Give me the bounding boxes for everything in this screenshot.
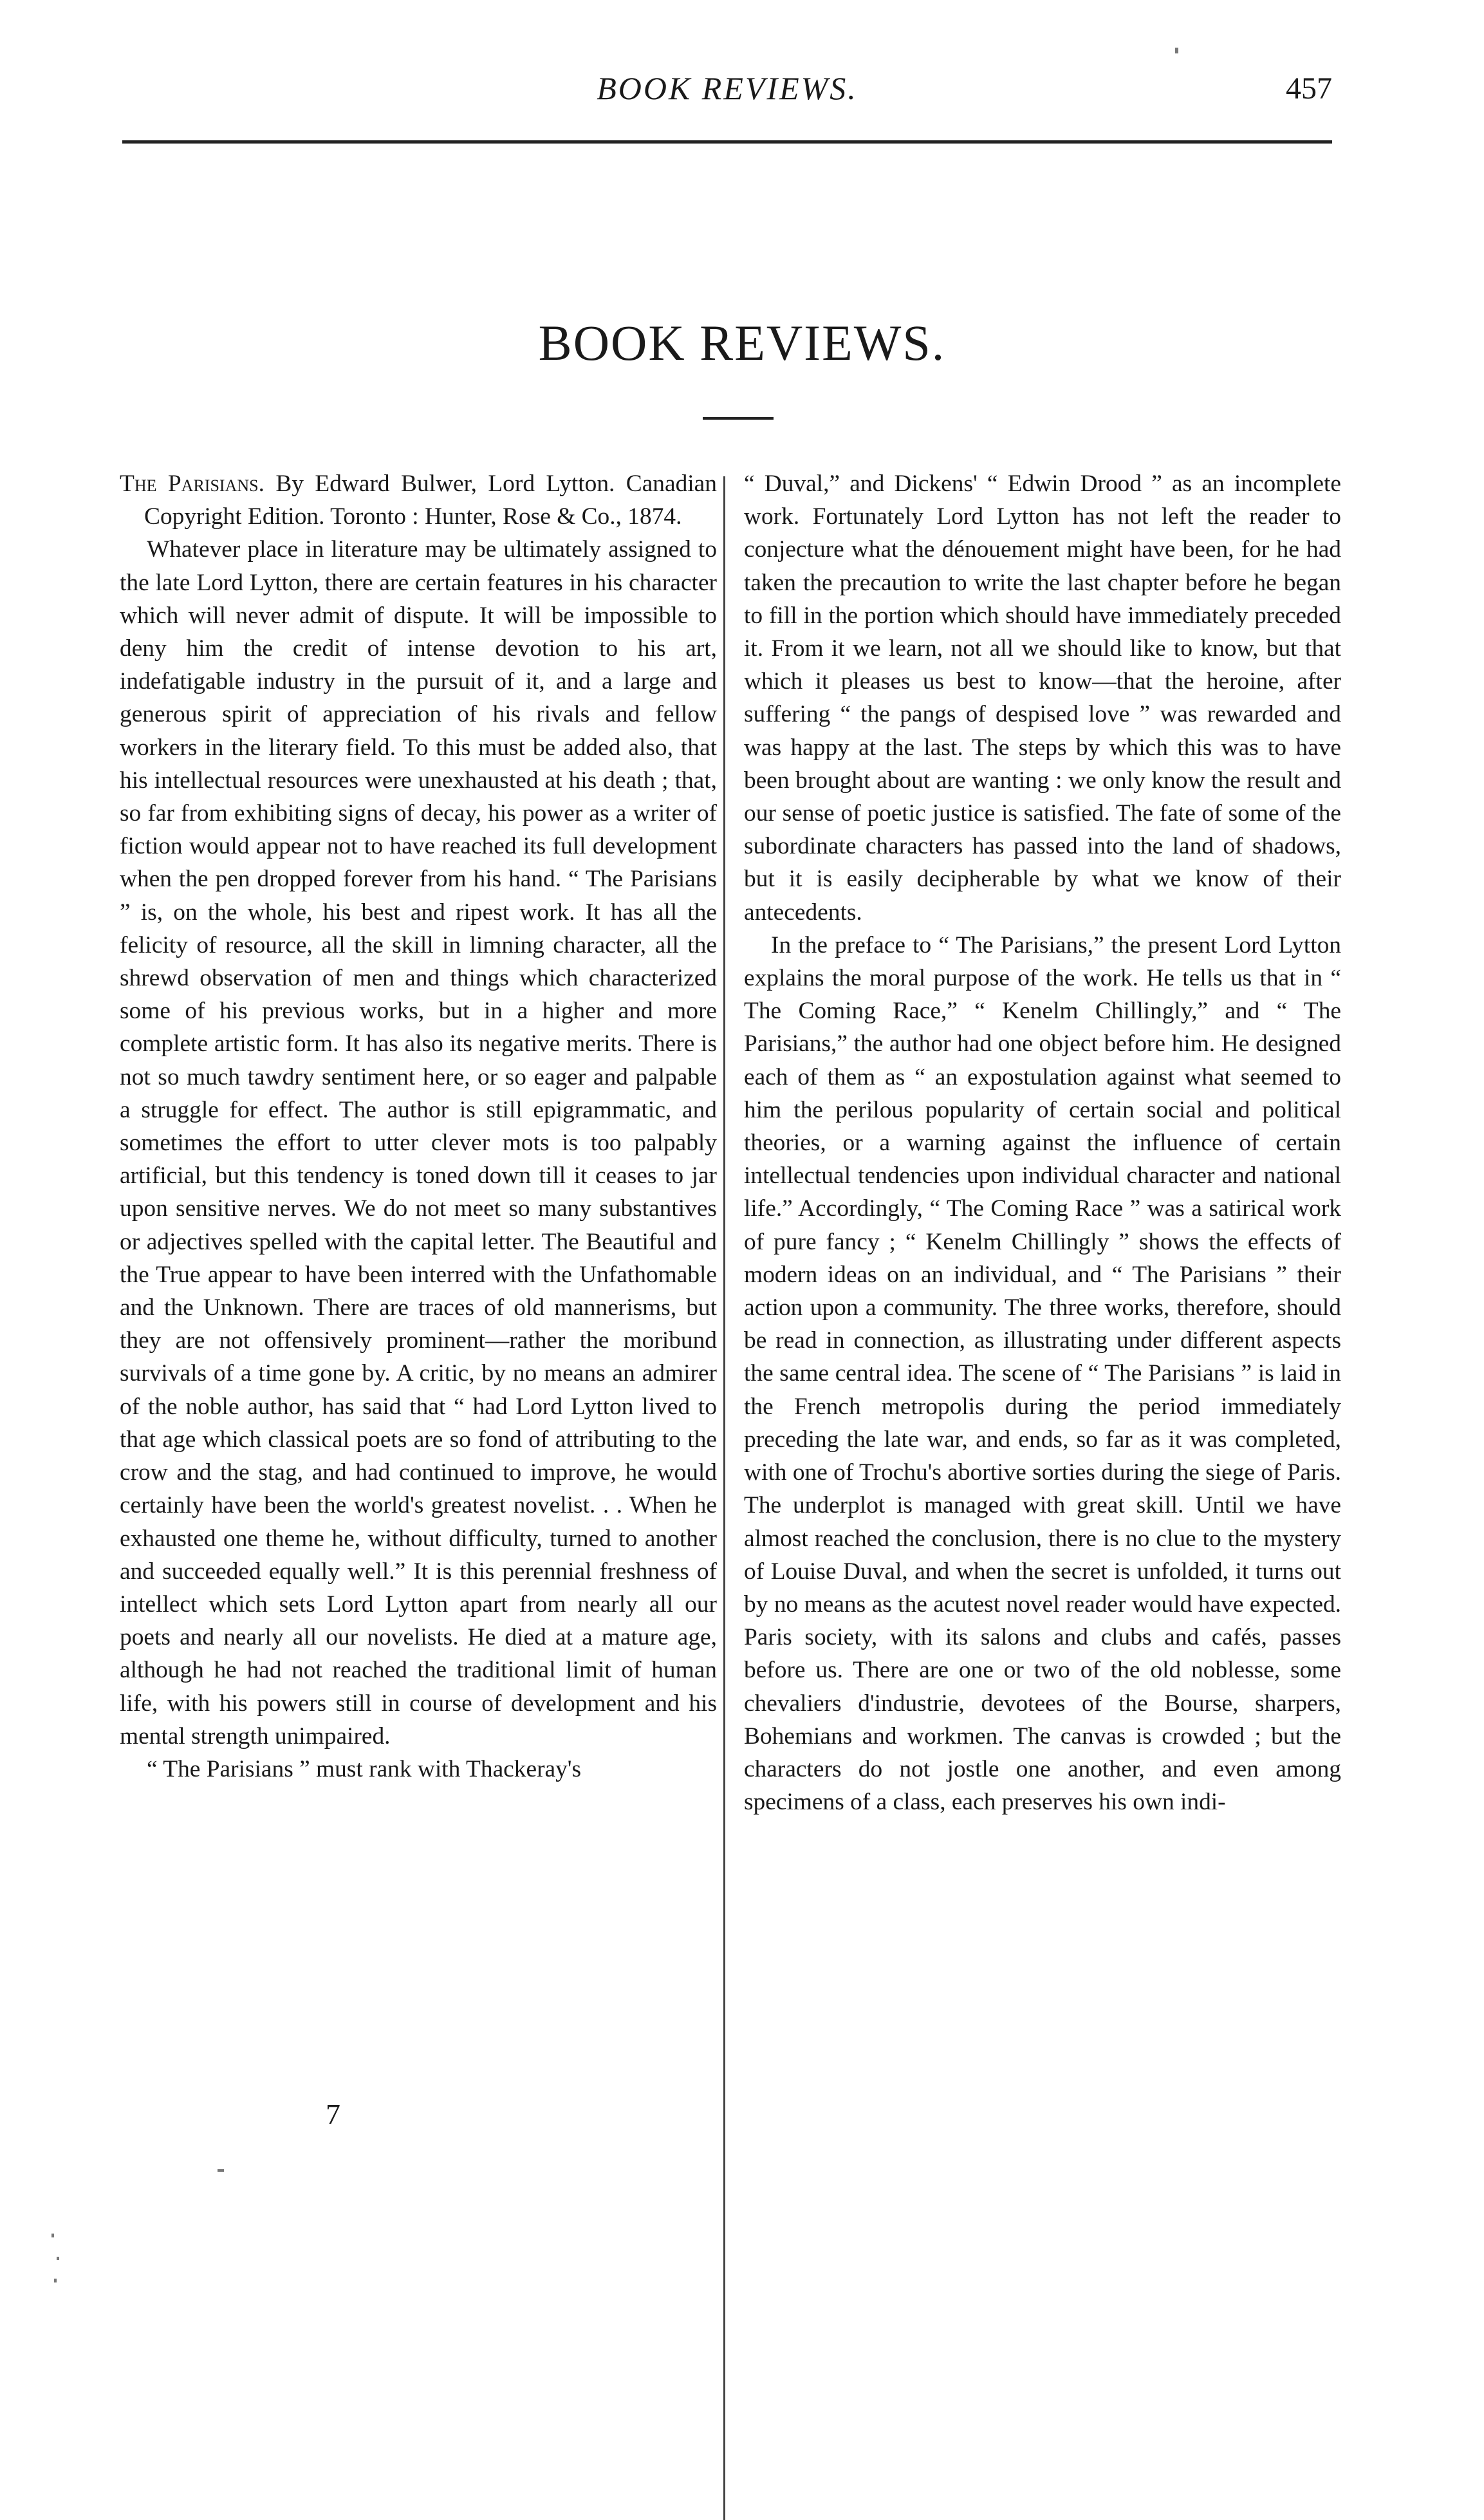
- review-citation: [120, 467, 717, 533]
- scan-speck: [54, 2279, 57, 2282]
- title-rule: [703, 417, 774, 420]
- scan-speck: [57, 2257, 59, 2260]
- page-number: 457: [1286, 71, 1332, 106]
- column-rule: [723, 476, 725, 2520]
- signature-mark: 7: [326, 2098, 340, 2131]
- scan-speck: [1175, 48, 1178, 53]
- book-details: By Edward Bulwer, Lord Lytton. Canadian Copyright Edition. Toronto : Hunter, Rose & Co., 1874.: [144, 471, 717, 530]
- paragraph: “ The Parisians ” must rank with Thackeray's: [147, 1755, 582, 1782]
- section-title: BOOK REVIEWS.: [538, 315, 946, 371]
- paragraph: In the preface to “ The Parisians,” the present Lord Lytton explains the moral purpose of the work. He tells us that in “ The Coming Race,” “ Kenelm Chillingly,” and “ The Parisians,” the author had one object before him. He designed each of them as “ an expostulation against what seemed to him the perilous popularity of certain social and political theories, or a warning against the influence of certain intellectual tendencies upon individual character and national life.” Accordingly, “ The Coming Race ” was a satirical work of pure fancy ; “ Kenelm Chillingly ” shows the effects of modern ideas on an individual, and “ The Parisians ” their action upon a community. The three works, therefore, should be read in connection, as illustrating under different aspects the same central idea. The scene of “ The Parisians ” is laid in the French metropolis during the period immediately preceding the late war, and ends, so far as it was completed, with one of Trochu's abortive sorties during the siege of Paris. The underplot is managed with great skill. Until we have almost reached the conclusion, there is no clue to the mystery of Louise Duval, and when the secret is unfolded, it turns out by no means as the acutest novel reader would have expected. Paris society, with its salons and clubs and cafés, passes before us. There are one or two of the old noblesse, some chevaliers d'industrie, devotees of the Bourse, sharpers, Bohemians and workmen. The canvas is crowded ; but the characters do not jostle one another, and even among specimens of a class, each preserves his own indi-: [744, 931, 1341, 1816]
- paragraph: “ Duval,” and Dickens' “ Edwin Drood ” as an incomplete work. Fortunately Lord Lytton has not left the reader to conjecture what the dénouement might have been, for he had taken the precaution to write the last chapter before he began to fill in the portion which should have immediately preceded it. From it we learn, not all we should like to know, but that which it pleases us best to know—that the heroine, after suffering “ the pangs of despised love ” was rewarded and was happy at the last. The steps by which this was to have been brought about are wanting : we only know the result and our sense of poetic justice is satisfied. The fate of some of the subordinate characters has passed into the land of shadows, but it is easily decipherable by what we know of their antecedents.: [744, 471, 1341, 926]
- scan-speck: [218, 2169, 224, 2172]
- running-title: BOOK REVIEWS.: [597, 70, 858, 106]
- right-column: [744, 467, 1341, 1818]
- running-head: [122, 70, 1332, 115]
- paragraph: Whatever place in literature may be ultimately assigned to the late Lord Lytton, there are certain features in his character which will never admit of dispute. It will be impossible to deny him the credit of intense devotion to his art, indefatigable industry in the pursuit of it, and a large and generous spirit of appreciation of his rivals and fellow workers in the literary field. To this must be added also, that his intellectual resources were unexhausted at his death ; that, so far from exhibiting signs of decay, his power as a writer of fiction would appear not to have reached its full development when the pen dropped forever from his hand. “ The Parisians ” is, on the whole, his best and ripest work. It has all the felicity of resource, all the skill in limning character, all the shrewd observation of men and things which characterized some of his previous works, but in a higher and more complete artistic form. It has also its negative merits. There is not so much tawdry sentiment here, or so eager and palpable a struggle for effect. The author is still epigrammatic, and sometimes the effort to utter clever mots is too palpably artificial, but this tendency is toned down till it ceases to jar upon sensitive nerves. We do not meet so many substantives or adjectives spelled with the capital letter. The Beautiful and the True appear to have been interred with the Unfathomable and the Unknown. There are traces of old mannerisms, but they are not offensively prominent—rather the moribund survivals of a time gone by. A critic, by no means an admirer of the noble author, has said that “ had Lord Lytton lived to that age which classical poets are so fond of attributing to the crow and the stag, and had continued to improve, he would certainly have been the world's greatest novelist. . . When he exhausted one theme he, without difficulty, turned to another and succeeded equally well.” It is this perennial freshness of intellect which sets Lord Lytton apart from nearly all our poets and nearly all our novelists. He died at a mature age, although he had not reached the traditional limit of human life, with his powers still in course of development and his mental strength unimpaired.: [120, 536, 717, 1750]
- scan-speck: [51, 2234, 54, 2237]
- header-rule: [122, 140, 1332, 144]
- book-title: The Parisians.: [120, 471, 264, 497]
- left-column: [120, 467, 717, 1786]
